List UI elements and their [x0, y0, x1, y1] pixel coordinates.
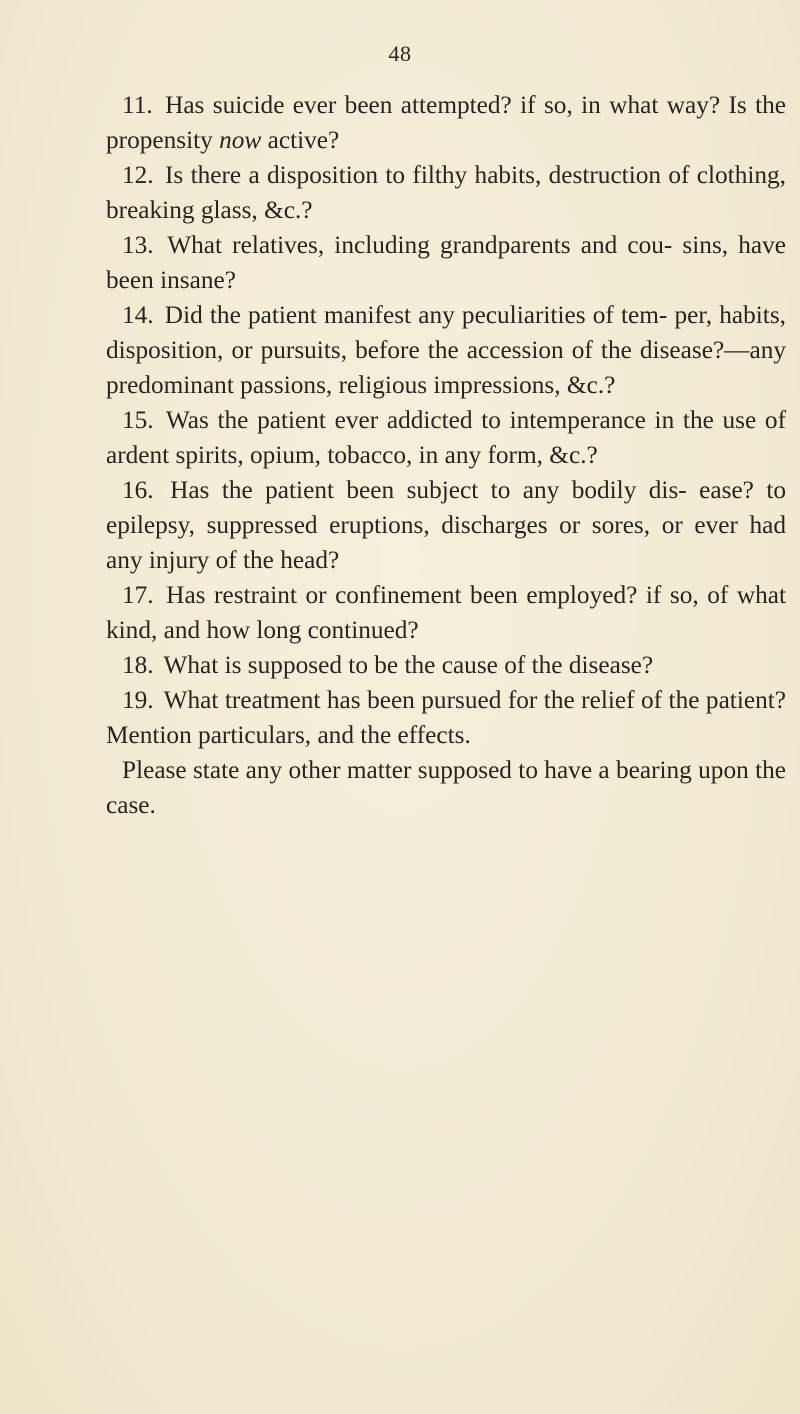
question-17 — [106, 578, 786, 648]
questionnaire-text — [106, 88, 786, 823]
question-text: What is supposed to be the cause of the disease? — [163, 651, 654, 679]
question-text: active? — [261, 126, 340, 154]
question-text: Was the patient ever addicted to intemperance in the use of ardent spirits, opium, tobacco, in any form, &c.? — [106, 406, 786, 469]
question-number: 16. — [122, 476, 154, 504]
question-number: 14. — [122, 301, 154, 329]
question-text: Did the patient manifest any peculiarities of tem- per, habits, disposition, or pursuits, before the accession of the disease?—any predominant passions, religious impressions, &c.? — [106, 301, 786, 399]
question-number: 17. — [122, 581, 154, 609]
question-15 — [106, 403, 786, 473]
question-19 — [106, 683, 786, 753]
question-number: 19. — [122, 686, 154, 714]
question-12 — [106, 158, 786, 228]
question-text: Is there a disposition to filthy habits, destruction of clothing, breaking glass, &c.? — [106, 161, 786, 224]
question-number: 12. — [122, 161, 154, 189]
question-13 — [106, 228, 786, 298]
page-number: 48 — [388, 41, 412, 66]
question-text: What treatment has been pursued for the relief of the patient? Mention particulars, and the effects. — [106, 686, 786, 749]
question-16 — [106, 473, 786, 578]
question-text: Has suicide ever been attempted? if so, in what way? Is the propensity — [106, 91, 786, 154]
question-number: 13. — [122, 231, 154, 259]
question-11 — [106, 88, 786, 158]
question-18 — [106, 648, 786, 683]
question-number: 18. — [122, 651, 154, 679]
italic-emphasis: now — [219, 126, 262, 154]
question-text: Has restraint or confinement been employed? if so, of what kind, and how long continued? — [106, 581, 786, 644]
closing-request: Please state any other matter supposed to have a bearing upon the case. — [106, 756, 786, 819]
question-text: Has the patient been subject to any bodily dis- ease? to epilepsy, suppressed eruptions, discharges or sores, or ever had any injury of the head? — [106, 476, 787, 574]
question-number: 15. — [122, 406, 154, 434]
question-text: What relatives, including grandparents and cou- sins, have been insane? — [106, 231, 786, 294]
question-number: 11. — [122, 91, 153, 119]
question-14 — [106, 298, 786, 403]
